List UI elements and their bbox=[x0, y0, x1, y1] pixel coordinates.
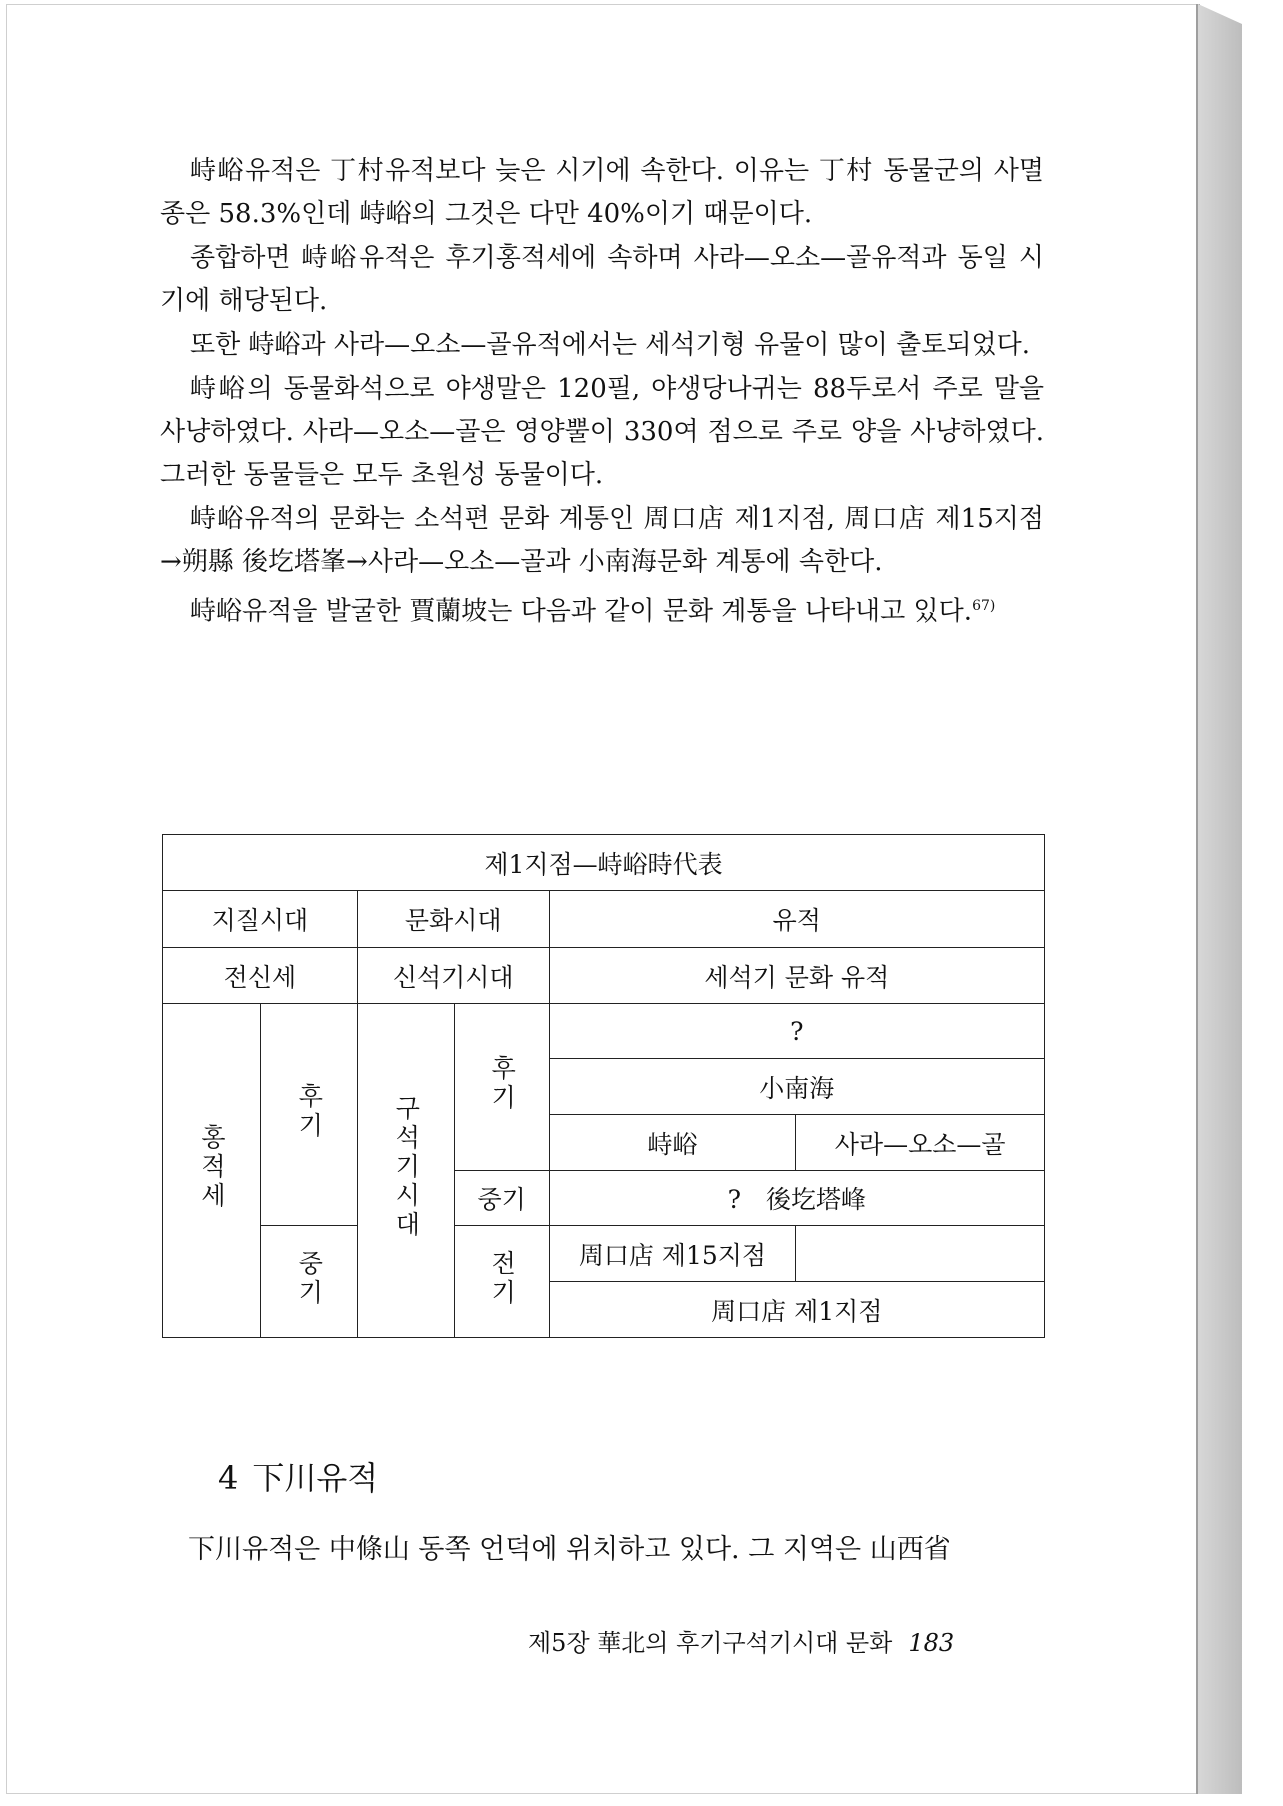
paleolithic-label: 구석기시대 bbox=[391, 1095, 421, 1240]
paragraph bbox=[160, 585, 1044, 634]
section-heading bbox=[218, 1453, 378, 1499]
section-paragraph: 下川유적은 中條山 동쪽 언덕에 위치하고 있다. 그 지역은 山西省 bbox=[188, 1534, 951, 1565]
cell-early-paleo bbox=[454, 1226, 549, 1338]
cell-late bbox=[260, 1004, 357, 1226]
paragraph: 종합하면 峙峪유적은 후기홍적세에 속하며 사라—오소—골유적과 동일 시기에 해당된다. bbox=[160, 243, 1044, 316]
header-culture: 문화시대 bbox=[357, 891, 549, 948]
running-footer bbox=[528, 1623, 954, 1658]
early-paleo-label: 전기 bbox=[487, 1249, 517, 1308]
cell-pleistocene bbox=[163, 1004, 261, 1338]
cell-unknown: ? bbox=[549, 1004, 1044, 1059]
table-title: 제1지점—峙峪時代表 bbox=[163, 835, 1045, 891]
paragraph-text: 峙峪유적을 발굴한 賈蘭坡는 다음과 같이 문화 계통을 나타내고 있다. bbox=[190, 596, 973, 627]
cell-shiyu: 峙峪 bbox=[549, 1115, 796, 1171]
cell-middle-paleo: 중기 bbox=[454, 1171, 549, 1226]
paragraph: 峙峪의 동물화석으로 야생말은 120필, 야생당나귀는 88두로서 주로 말을 사냥하였다. 사라—오소—골은 영양뿔이 330여 점으로 주로 양을 사냥하였다. 그러한 동물들은 모두 초원성 동물이다. bbox=[160, 374, 1044, 490]
cell-salaosugol: 사라—오소—골 bbox=[796, 1115, 1045, 1171]
cell-empty bbox=[796, 1226, 1045, 1282]
footnote-ref: 67) bbox=[972, 598, 996, 614]
cell-loc15: 周口店 제15지점 bbox=[549, 1226, 796, 1282]
paragraph: 峙峪유적의 문화는 소석편 문화 계통인 周口店 제1지점, 周口店 제15지점→朔縣 後圪塔峯→사라—오소—골과 小南海문화 계통에 속한다. bbox=[160, 504, 1044, 577]
book-side bbox=[1198, 4, 1242, 1794]
section-title: 下川유적 bbox=[252, 1459, 379, 1497]
paragraph: 峙峪유적은 丁村유적보다 늦은 시기에 속한다. 이유는 丁村 동물군의 사멸종은 58.3%인데 峙峪의 그것은 다만 40%이기 때문이다. bbox=[160, 156, 1044, 229]
page-number: 183 bbox=[908, 1629, 955, 1657]
cell-late-paleo bbox=[454, 1004, 549, 1171]
chapter-title: 제5장 華北의 후기구석기시대 문화 bbox=[528, 1629, 893, 1657]
pleistocene-label: 홍적세 bbox=[197, 1124, 227, 1211]
cell-xiaonanhai: 小南海 bbox=[549, 1059, 1044, 1115]
cell-holocene: 전신세 bbox=[163, 948, 358, 1004]
late-paleo-label: 후기 bbox=[487, 1055, 517, 1113]
middle-label: 중기 bbox=[294, 1249, 324, 1308]
body-text bbox=[160, 150, 1044, 635]
cell-middle bbox=[260, 1226, 357, 1338]
era-table bbox=[162, 834, 1045, 1338]
cell-neolithic: 신석기시대 bbox=[357, 948, 549, 1004]
header-geo: 지질시대 bbox=[163, 891, 358, 948]
section-number: 4 bbox=[218, 1459, 239, 1497]
cell-microlith: 세석기 문화 유적 bbox=[549, 948, 1044, 1004]
late-label: 후기 bbox=[294, 1082, 324, 1141]
cell-paleolithic bbox=[357, 1004, 454, 1338]
cell-houketa: ? 後圪塔峰 bbox=[549, 1171, 1044, 1226]
header-site: 유적 bbox=[549, 891, 1044, 948]
paragraph: 또한 峙峪과 사라—오소—골유적에서는 세석기형 유물이 많이 출토되었다. bbox=[190, 330, 1030, 360]
cell-loc1: 周口店 제1지점 bbox=[549, 1282, 1044, 1338]
